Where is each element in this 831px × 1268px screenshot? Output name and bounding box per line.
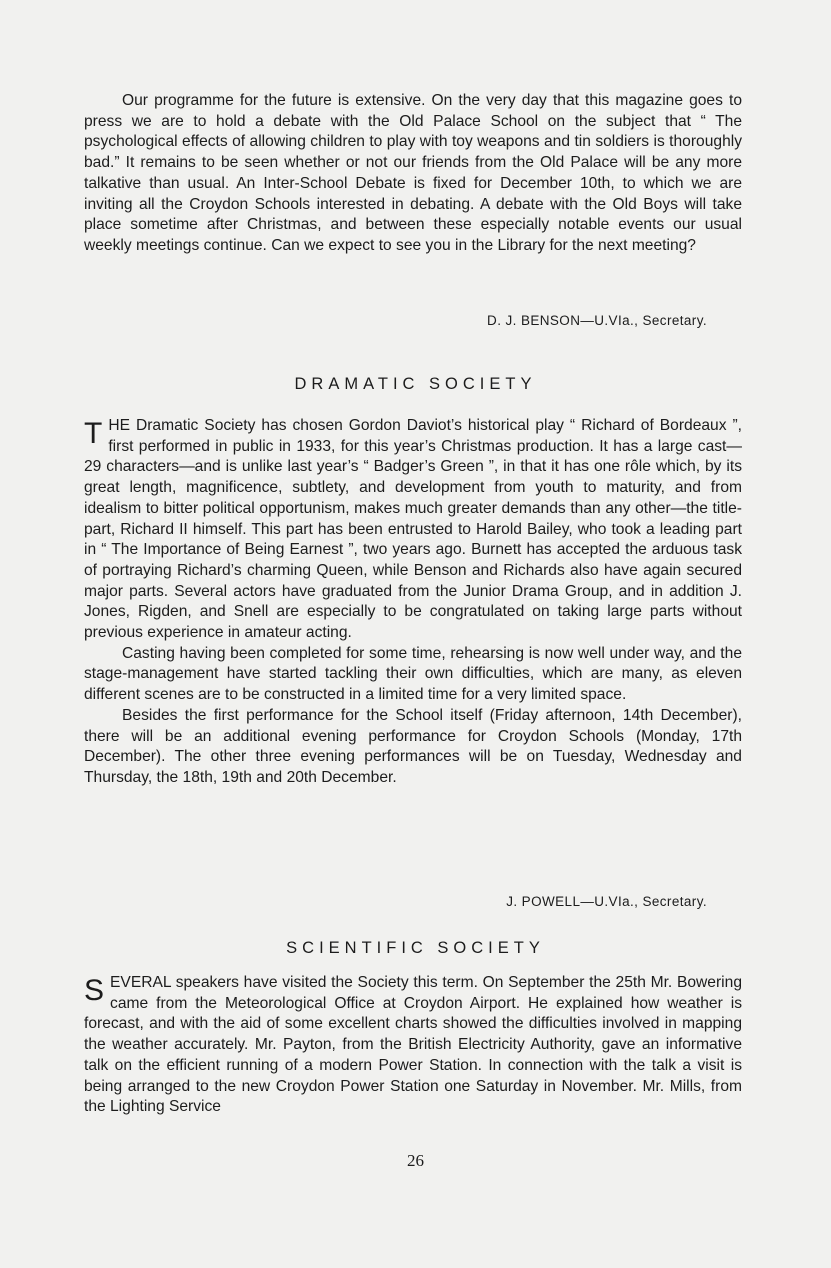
page-number: 26 xyxy=(407,1151,424,1170)
dramatic-society-heading: DRAMATIC SOCIETY xyxy=(294,375,537,393)
drop-cap-s: S xyxy=(84,974,105,1007)
scientific-society-body xyxy=(84,973,742,1118)
dramatic-society-body xyxy=(84,416,742,789)
scientific-paragraph-1: SEVERAL speakers have visited the Society this term. On September the 25th Mr. Bowering came from the Meteorological Office at Croydon Airport. He explained how weather is forecast, and with the aid of some excellent charts showed the difficulties involved in mapping the weather accurately. Mr. Payton, from the British Electricity Authority, gave an informative talk on the efficient running of a modern Power Station. In connection with the talk a visit is being arranged to the new Croydon Power Station one Saturday in November. Mr. Mills, from the Lighting Service xyxy=(84,974,742,1116)
dramatic-paragraph-3: Besides the first performance for the School itself (Friday afternoon, 14th December), there will be an additional evening performance for Croydon Schools (Monday, 17th December). The other three evening performances will be on Tuesday, Wednesday and Thursday, the 18th, 19th and 20th December. xyxy=(84,706,742,786)
dramatic-paragraph-2: Casting having been completed for some time, rehearsing is now well under way, and the stage-management have started tackling their own difficulties, which are many, as eleven different scenes are to be constructed in a limited time for a very limited space. xyxy=(84,644,742,704)
debating-signature: D. J. BENSON—U.VIa., Secretary. xyxy=(487,313,707,328)
scientific-society-heading: SCIENTIFIC SOCIETY xyxy=(286,939,545,957)
dramatic-paragraph-1: THE Dramatic Society has chosen Gordon Daviot’s historical play “ Richard of Bordeaux ”, first performed in public in 1933, for this year’s Christmas production. It has a large cast—29 characters—and is unlike last year’s “ Badger’s Green ”, in that it has one rôle which, by its great length, magnificence, subtlety, and development from youth to maturity, and from idealism to bitter political opportunism, makes much greater demands than any other—the title-part, Richard II himself. This part has been entrusted to Harold Bailey, who took a leading part in “ The Importance of Being Earnest ”, two years ago. Burnett has accepted the arduous task of portraying Richard’s charming Queen, while Benson and Richards also have again secured major parts. Several actors have graduated from the Junior Drama Group, and in addition J. Jones, Rigden, and Snell are especially to be congratulated on taking large parts without previous experience in amateur acting. xyxy=(84,417,742,642)
dramatic-signature: J. POWELL—U.VIa., Secretary. xyxy=(506,894,707,909)
debating-paragraph: Our programme for the future is extensive. On the very day that this magazine goes to press we are to hold a debate with the Old Palace School on the subject that “ The psychological effects of allowing children to play with toy weapons and tin soldiers is thoroughly bad.” It remains to be seen whether or not our friends from the Old Palace will be any more talkative than usual. An Inter-School Debate is fixed for December 10th, to which we are inviting all the Croydon Schools interested in debating. A debate with the Old Boys will take place sometime after Christmas, and between these especially notable events our usual weekly meetings continue. Can we expect to see you in the Library for the next meeting? xyxy=(84,92,742,254)
drop-cap-t: T xyxy=(84,417,103,450)
